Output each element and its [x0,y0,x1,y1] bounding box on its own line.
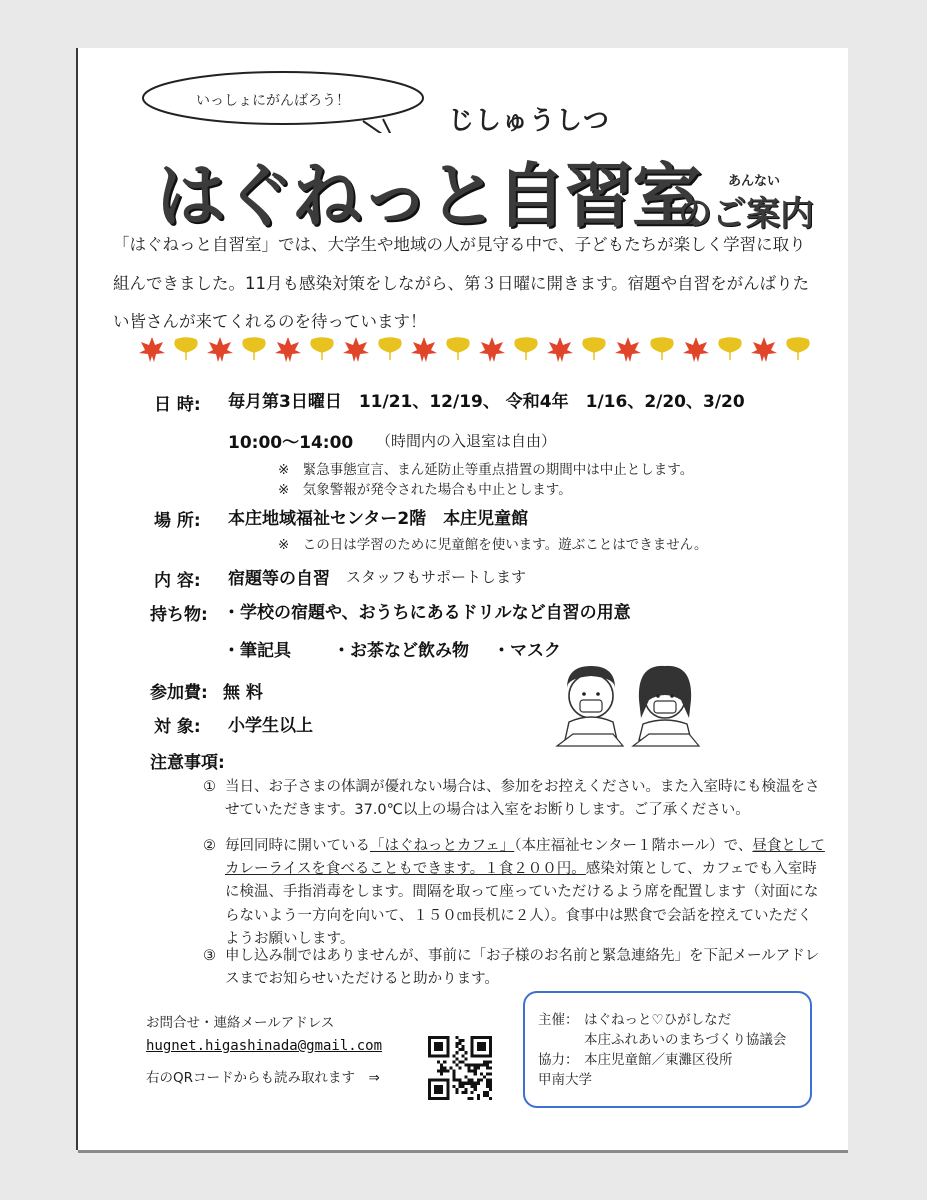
intro-line-3: い皆さんが来てくれるのを待っています！ [113,312,427,332]
ginkgo-leaf-icon [651,338,673,360]
ginkgo-leaf-icon [787,338,809,360]
maple-leaf-icon [275,337,301,362]
place-note: ※ この日は学習のために児童館を使います。遊ぶことはできません。 [278,537,708,553]
maple-leaf-icon [411,337,437,362]
maple-leaf-icon [343,337,369,362]
ginkgo-leaf-icon [447,338,469,360]
caution-2-pre: 毎回同時に開いている [225,838,370,854]
annai-ruby: あんない [728,174,781,189]
caution-3-text: 申し込み制ではありませんが、事前に「お子様のお名前と緊急連絡先」を下記メールアドレスまでお知らせいただけると助かります。 [225,948,820,988]
caution-3 [203,945,825,991]
fee-value: 無 料 [223,683,263,703]
schedule-dates: 毎月第3日曜日 11/21、12/19、 令和4年 1/16、2/20、3/20 [228,392,745,412]
coop-1: 本庄児童館／東灘区役所 [584,1052,733,1068]
intro-line-1: 「はぐねっと自習室」では、大学生や地域の人が見守る中で、子どもたちが楽しく学習に取り [113,235,806,254]
caution-3-number: ③ [203,948,216,964]
schedule-note-1: ※ 緊急事態宣言、まん延防止等重点措置の期間中は中止とします。 [278,462,694,478]
caution-2-number: ② [203,838,216,854]
maple-leaf-icon [547,337,573,362]
schedule-label: 日 時: [154,395,201,415]
ginkgo-leaf-icon [719,338,741,360]
children-studying-illustration [553,660,703,750]
belongings-item-1: ・学校の宿題や、おうちにあるドリルなど自習の用意 [223,603,631,623]
intro-paragraph [113,218,823,338]
flyer-page [78,48,848,1150]
caution-2-mid: （本庄福祉センター１階ホール）で、 [514,838,753,854]
place-label: 場 所: [154,511,201,531]
schedule-time: 10:00～14:00 [228,433,354,453]
ginkgo-leaf-icon [583,338,605,360]
schedule-time-note: （時間内の入退室は自由） [376,432,557,450]
page-title: はぐねっと自習室 [156,155,700,237]
coop-2: 甲南大学 [538,1072,592,1088]
maple-leaf-icon [751,337,777,362]
caution-2-meal: 昼食としてカレーライスを食べることもできます。１食２００円。 [225,838,825,878]
target-value: 小学生以上 [228,716,313,736]
qr-note: 右のQRコードからも読み取れます ⇒ [146,1070,380,1086]
belongings-item-3: ・お茶など飲み物 [333,641,469,661]
caution-2-post: 感染対策として、カフェでも入室時に検温、手指消毒をします。間隔を取って座っていただけるよう席を配置します（対面にならないよう一方向を向いて、１５０㎝長机に２人）。食事中は黙食で会話を控えていただくようお願いします。 [225,861,819,947]
maple-leaf-icon [139,337,165,362]
belongings-item-4: ・マスク [493,641,561,661]
contact-email-link[interactable]: hugnet.higashinada@gmail.com [146,1038,383,1054]
target-label: 対 象: [154,717,201,737]
ginkgo-leaf-icon [243,338,265,360]
ginkgo-leaf-icon [379,338,401,360]
caution-2-cafe: 「はぐねっとカフェ」 [370,838,515,854]
content-sub: スタッフもサポートします [346,568,527,586]
schedule-note-2: ※ 気象警報が発令された場合も中止とします。 [278,482,572,498]
girl-figure [633,666,699,746]
title-ruby: じしゅうしつ [448,106,611,136]
fee-label: 参加費: [150,683,208,703]
boy-figure [557,666,623,746]
content-value: 宿題等の自習 [228,569,330,589]
maple-leaf-icon [615,337,641,362]
host-2: 本庄ふれあいのまちづくり協議会 [584,1032,787,1048]
belongings-item-2: ・筆記具 [223,641,291,661]
page-title-suffix: のご案内 [678,194,814,234]
belongings-label: 持ち物: [150,605,208,625]
autumn-leaves-border [138,332,818,368]
intro-line-2: 組んできました。11月も感染対策をしながら、第３日曜に開きます。宿題や自習をがんばりた [113,273,810,293]
content-label: 内 容: [154,571,201,591]
host-label: 主催： [538,1012,579,1028]
ginkgo-leaf-icon [311,338,333,360]
place-value: 本庄地域福祉センター2階 本庄児童館 [228,509,529,529]
bubble-text: いっしょにがんばろう！ [196,93,350,109]
maple-leaf-icon [683,337,709,362]
caution-1 [203,776,825,822]
maple-leaf-icon [479,337,505,362]
contact-label: お問合せ・連絡メールアドレス [146,1015,335,1031]
caution-1-text: 当日、お子さまの体調が優れない場合は、参加をお控えください。また入室時にも検温をさせていただきます。37.0℃以上の場合は入室をお断りします。ご了承ください。 [225,779,820,819]
caution-2 [203,835,825,951]
host-1: はぐねっと♡ひがしなだ [584,1012,732,1028]
ginkgo-leaf-icon [515,338,537,360]
ginkgo-leaf-icon [175,338,197,360]
maple-leaf-icon [207,337,233,362]
coop-label: 協力： [538,1052,579,1068]
cautions-label: 注意事項: [150,753,225,773]
caution-1-number: ① [203,779,216,795]
qr-code[interactable] [428,1036,492,1100]
